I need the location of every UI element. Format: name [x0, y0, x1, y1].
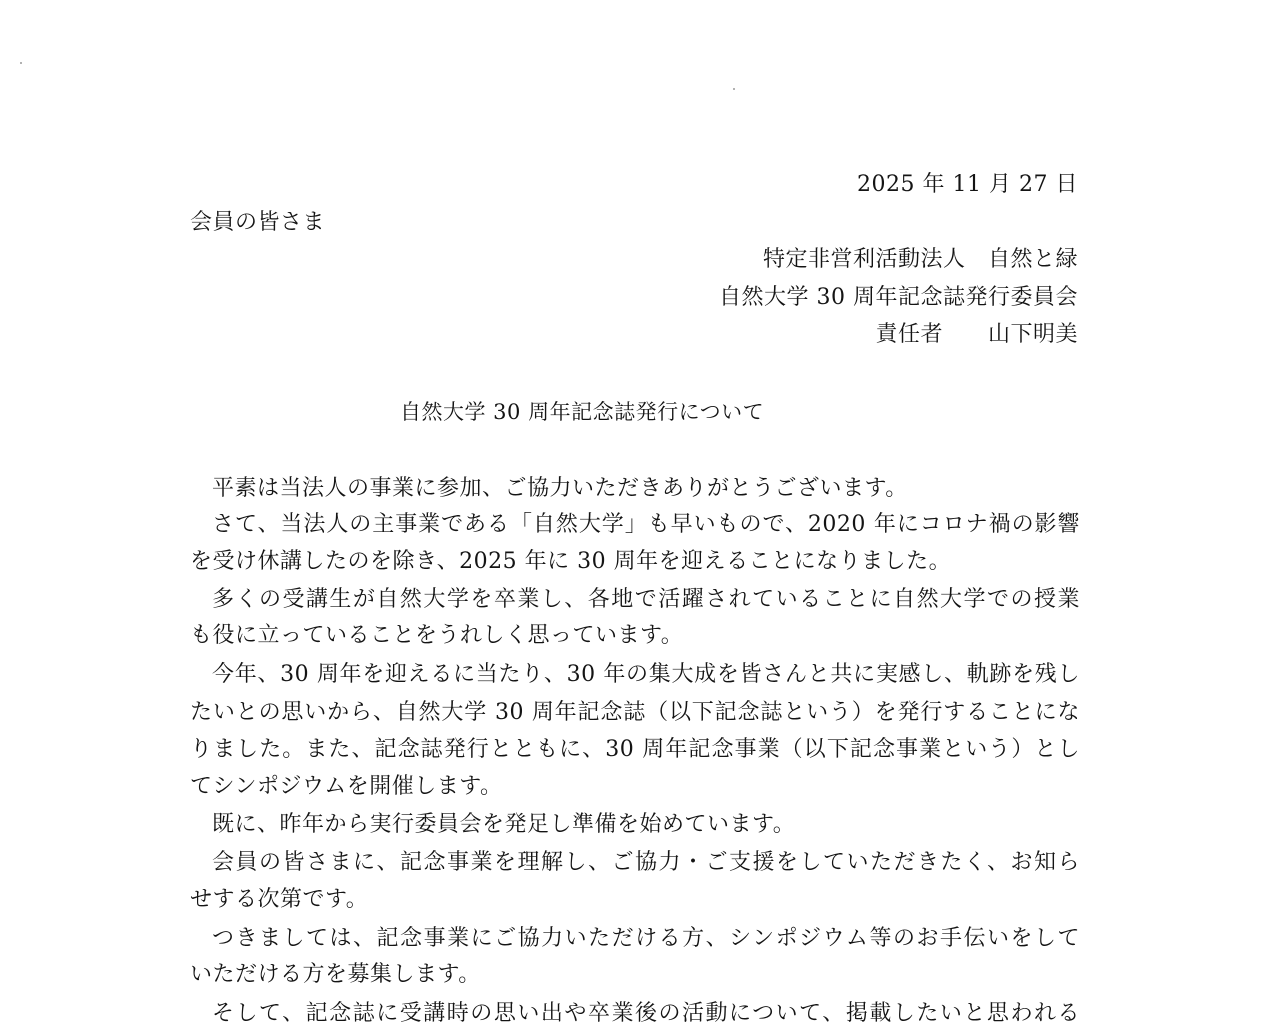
- body-line: 今年、30 周年を迎えるに当たり、30 年の集大成を皆さんと共に実感し、軌跡を残し: [212, 662, 1080, 687]
- body-line: つきましては、記念事業にご協力いただける方、シンポジウム等のお手伝いをして: [212, 926, 1080, 951]
- body-line: を受け休講したのを除き、2025 年に 30 周年を迎えることになりました。: [190, 549, 952, 574]
- body-line: たいとの思いから、自然大学 30 周年記念誌（以下記念誌という）を発行することにな: [190, 700, 1080, 725]
- addressee: 会員の皆さま: [190, 210, 326, 235]
- body-line: 平素は当法人の事業に参加、ご協力いただきありがとうございます。: [212, 476, 908, 501]
- body-line: 会員の皆さまに、記念事業を理解し、ご協力・ご支援をしていただきたく、お知ら: [212, 850, 1080, 875]
- body-line: 多くの受講生が自然大学を卒業し、各地で活躍されていることに自然大学での授業: [212, 587, 1080, 612]
- letter-title: 自然大学 30 周年記念誌発行について: [400, 400, 765, 424]
- sender-organization: 特定非営利活動法人 自然と緑: [762, 247, 1078, 272]
- letter-date: 2025 年 11 月 27 日: [857, 172, 1078, 197]
- scan-speck: [20, 62, 22, 64]
- body-line: 既に、昨年から実行委員会を発足し準備を始めています。: [212, 812, 796, 837]
- body-line: りました。また、記念誌発行とともに、30 周年記念事業（以下記念事業という）とし: [190, 737, 1080, 762]
- body-line: も役に立っていることをうれしく思っています。: [190, 623, 684, 648]
- scan-speck: [733, 88, 735, 90]
- body-line: せする次第です。: [190, 887, 369, 912]
- body-line: いただける方を募集します。: [190, 962, 481, 987]
- body-line: さて、当法人の主事業である「自然大学」も早いもので、2020 年にコロナ禍の影響: [212, 512, 1080, 537]
- sender-committee: 自然大学 30 周年記念誌発行委員会: [719, 285, 1078, 310]
- body-line: そして、記念誌に受講時の思い出や卒業後の活動について、掲載したいと思われる: [212, 1001, 1080, 1026]
- sender-responsible: 責任者 山下明美: [875, 322, 1078, 347]
- body-line: てシンポジウムを開催します。: [190, 774, 503, 799]
